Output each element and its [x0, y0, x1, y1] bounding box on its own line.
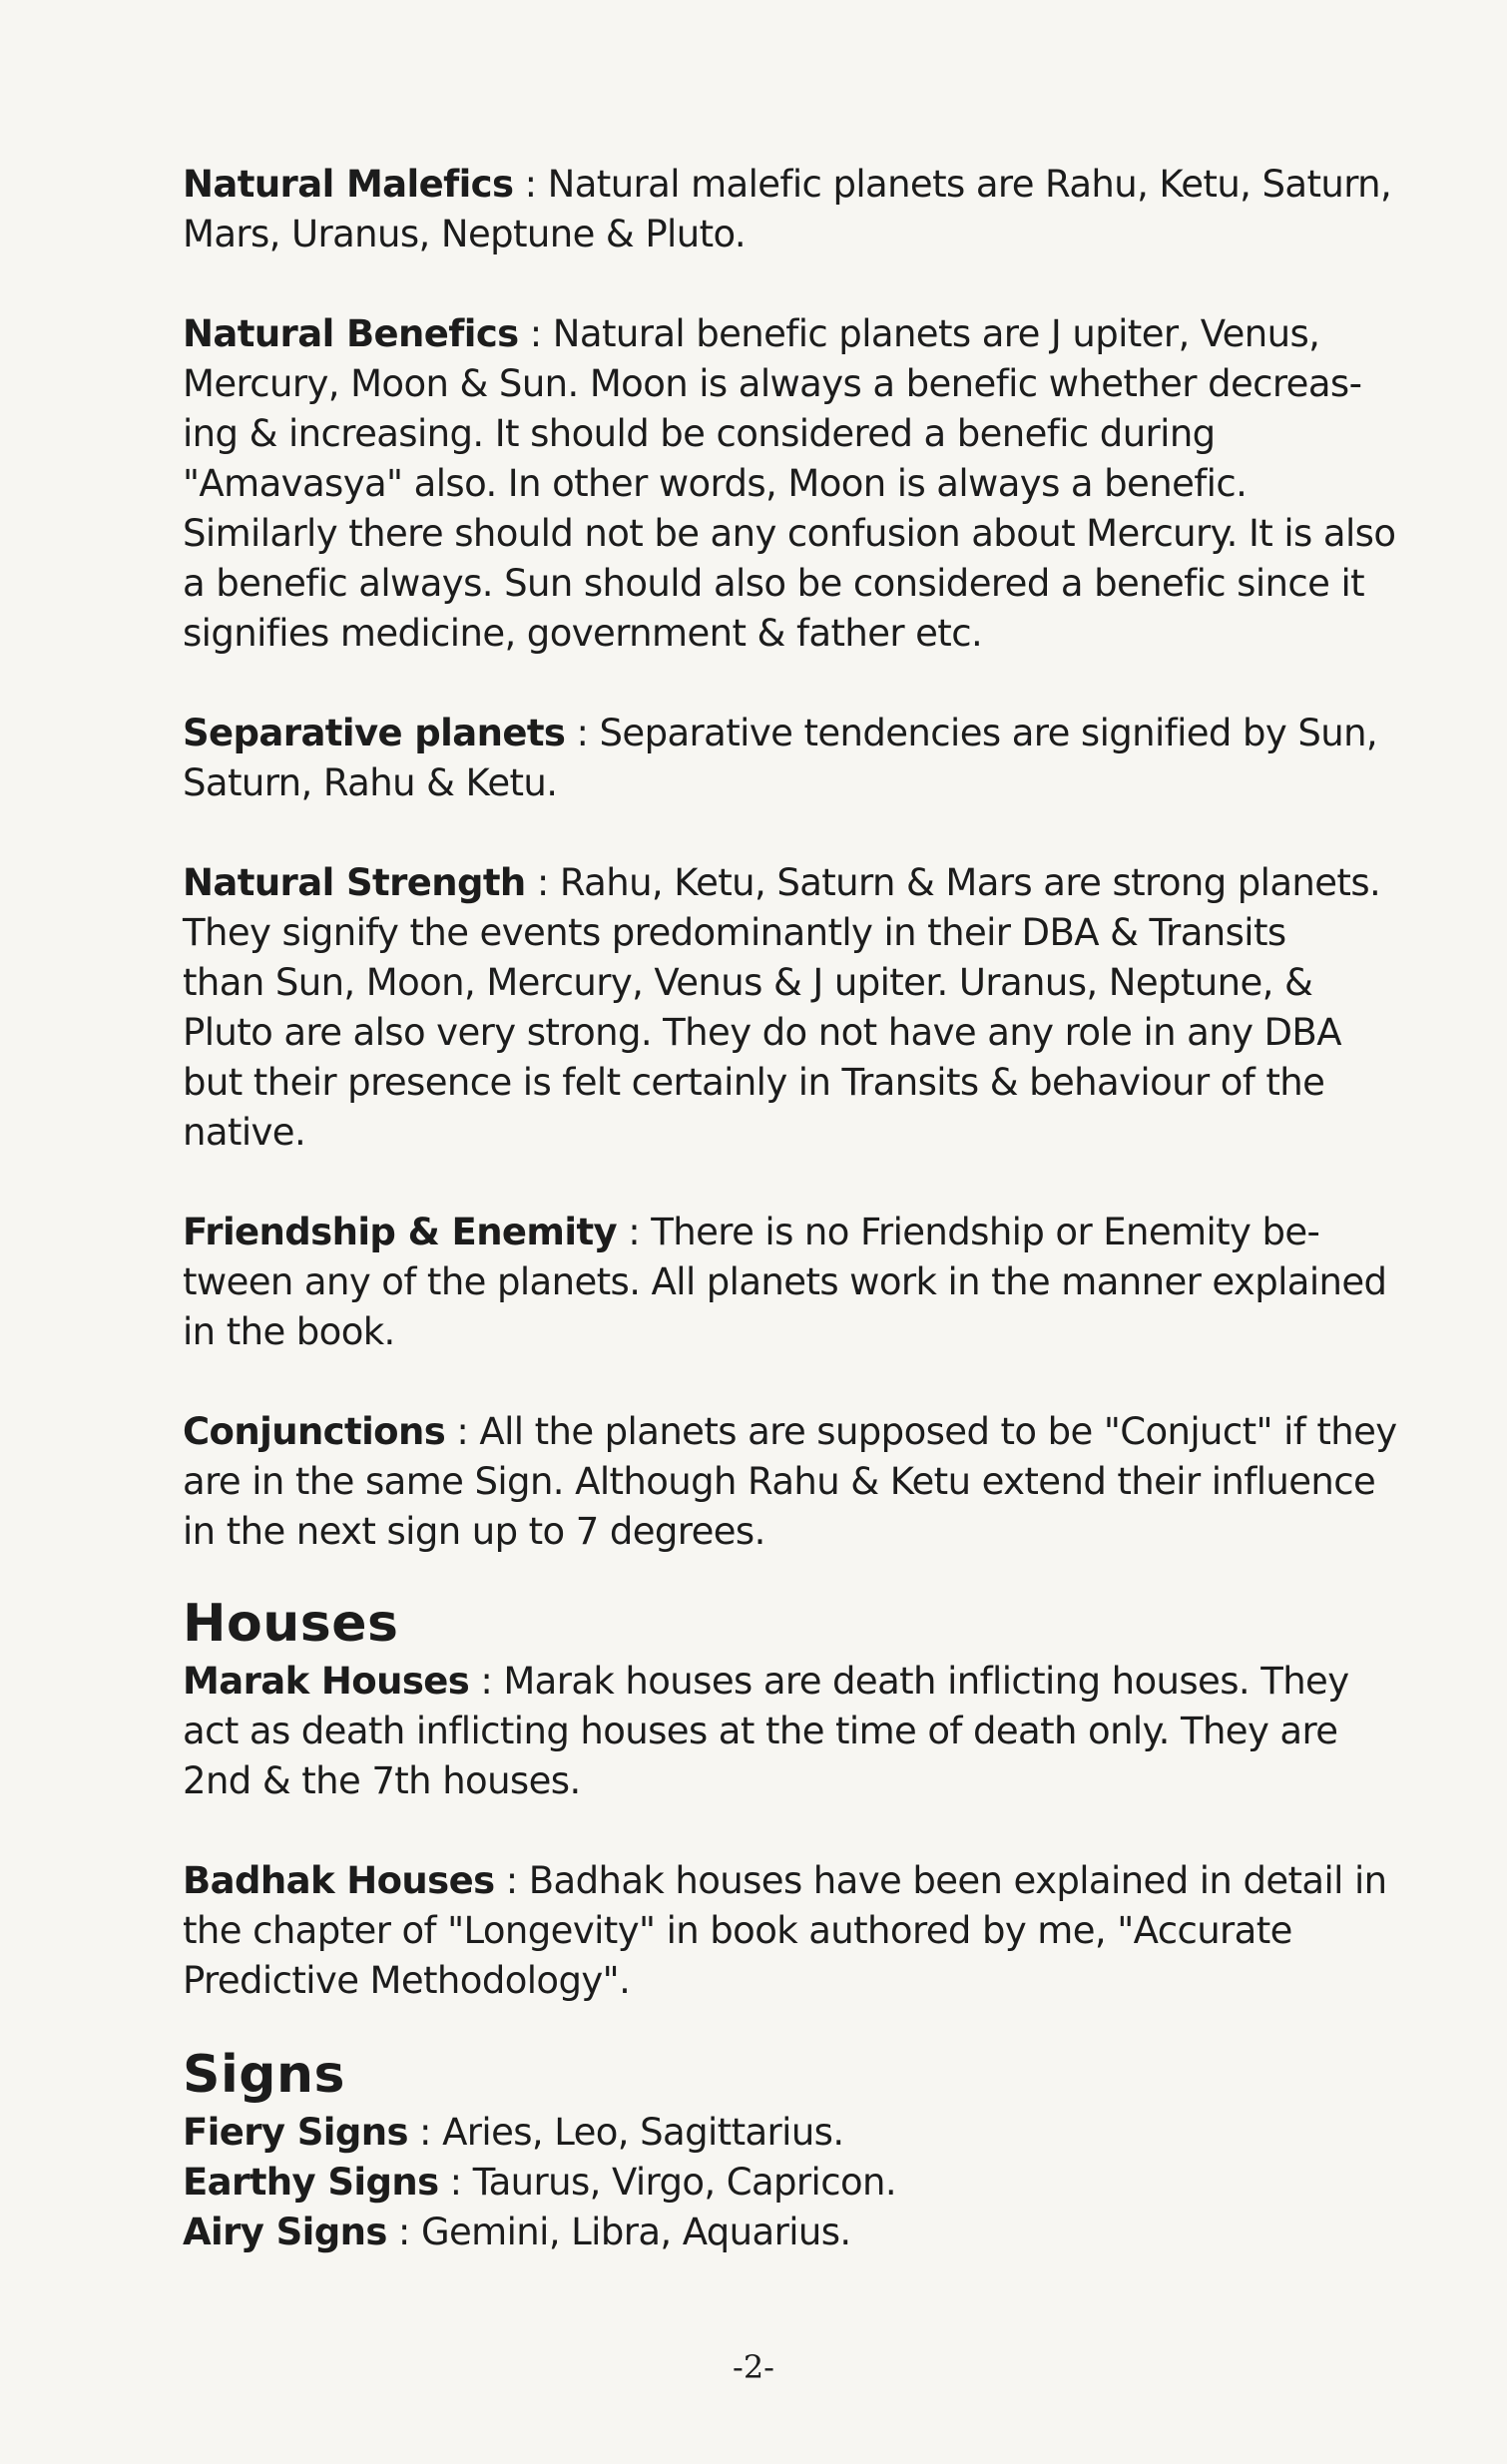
natural-strength-paragraph: [183, 858, 1420, 1158]
natural-strength-line-1: : Rahu, Ketu, Saturn & Mars are strong planets.: [525, 861, 1381, 904]
page-number: -2-: [733, 2348, 774, 2386]
natural-benefics-line-3: ing & increasing. It should be considered a benefic during: [183, 412, 1216, 455]
natural-benefics-line-2: Mercury, Moon & Sun. Moon is always a benefic whether decreas-: [183, 362, 1362, 405]
natural-strength-line-4: Pluto are also very strong. They do not have any role in any DBA: [183, 1011, 1341, 1054]
airy-signs-line: [183, 2208, 1420, 2257]
natural-strength-line-6: native.: [183, 1111, 306, 1154]
conjunctions-line-3: in the next sign up to 7 degrees.: [183, 1510, 765, 1553]
badhak-houses-line-3: Predictive Methodology".: [183, 1959, 631, 2002]
houses-heading: Houses: [183, 1594, 399, 1654]
natural-malefics-line-2: Mars, Uranus, Neptune & Pluto.: [183, 213, 747, 255]
airy-signs-term: Airy Signs: [183, 2211, 387, 2253]
natural-benefics-line-5: Similarly there should not be any confusion about Mercury. It is also: [183, 512, 1396, 555]
marak-houses-line-2: act as death inflicting houses at the time of death only. They are: [183, 1710, 1338, 1752]
natural-benefics-line-7: signifies medicine, government & father etc.: [183, 612, 983, 655]
badhak-houses-paragraph: [183, 1856, 1420, 2006]
fiery-signs-line: [183, 2108, 1420, 2158]
natural-strength-line-2: They signify the events predominantly in their DBA & Transits: [183, 911, 1286, 954]
natural-benefics-term: Natural Benefics: [183, 312, 519, 355]
natural-malefics-term: Natural Malefics: [183, 163, 514, 206]
badhak-houses-line-1: : Badhak houses have been explained in detail in: [494, 1859, 1387, 1902]
conjunctions-line-2: are in the same Sign. Although Rahu & Ketu extend their influence: [183, 1460, 1376, 1503]
conjunctions-term: Conjunctions: [183, 1410, 446, 1453]
fiery-signs-term: Fiery Signs: [183, 2111, 408, 2154]
friendship-enemity-paragraph: [183, 1208, 1420, 1357]
marak-houses-line-3: 2nd & the 7th houses.: [183, 1759, 581, 1802]
friendship-enemity-line-2: tween any of the planets. All planets work in the manner explained: [183, 1260, 1387, 1303]
conjunctions-line-1: : All the planets are supposed to be "Conjuct" if they: [445, 1410, 1397, 1453]
friendship-enemity-line-3: in the book.: [183, 1310, 395, 1353]
separative-planets-line-1: : Separative tendencies are signified by Sun,: [565, 712, 1378, 754]
badhak-houses-term: Badhak Houses: [183, 1859, 495, 1902]
natural-malefics-line-1: : Natural malefic planets are Rahu, Ketu, Saturn,: [513, 163, 1392, 206]
signs-heading: Signs: [183, 2045, 345, 2105]
natural-benefics-line-4: "Amavasya" also. In other words, Moon is always a benefic.: [183, 462, 1248, 505]
separative-planets-term: Separative planets: [183, 712, 566, 754]
natural-strength-term: Natural Strength: [183, 861, 526, 904]
natural-benefics-paragraph: [183, 309, 1420, 659]
marak-houses-term: Marak Houses: [183, 1660, 470, 1703]
earthy-signs-text: : Taurus, Virgo, Capricon.: [438, 2161, 897, 2204]
page-content: [183, 160, 1420, 2257]
natural-benefics-line-1: : Natural benefic planets are J upiter, Venus,: [518, 312, 1320, 355]
natural-benefics-line-6: a benefic always. Sun should also be considered a benefic since it: [183, 562, 1365, 605]
separative-planets-line-2: Saturn, Rahu & Ketu.: [183, 761, 558, 804]
natural-strength-line-5: but their presence is felt certainly in Transits & behaviour of the: [183, 1061, 1325, 1104]
fiery-signs-text: : Aries, Leo, Sagittarius.: [407, 2111, 844, 2154]
friendship-enemity-term: Friendship & Enemity: [183, 1211, 618, 1253]
natural-malefics-paragraph: [183, 160, 1420, 259]
marak-houses-line-1: : Marak houses are death inflicting houses. They: [469, 1660, 1349, 1703]
marak-houses-paragraph: [183, 1657, 1420, 1806]
airy-signs-text: : Gemini, Libra, Aquarius.: [386, 2211, 851, 2253]
natural-strength-line-3: than Sun, Moon, Mercury, Venus & J upiter. Uranus, Neptune, &: [183, 961, 1313, 1004]
earthy-signs-line: [183, 2158, 1420, 2208]
friendship-enemity-line-1: : There is no Friendship or Enemity be-: [617, 1211, 1320, 1253]
conjunctions-paragraph: [183, 1407, 1420, 1557]
earthy-signs-term: Earthy Signs: [183, 2161, 439, 2204]
separative-planets-paragraph: [183, 709, 1420, 808]
badhak-houses-line-2: the chapter of "Longevity" in book authored by me, "Accurate: [183, 1909, 1292, 1952]
